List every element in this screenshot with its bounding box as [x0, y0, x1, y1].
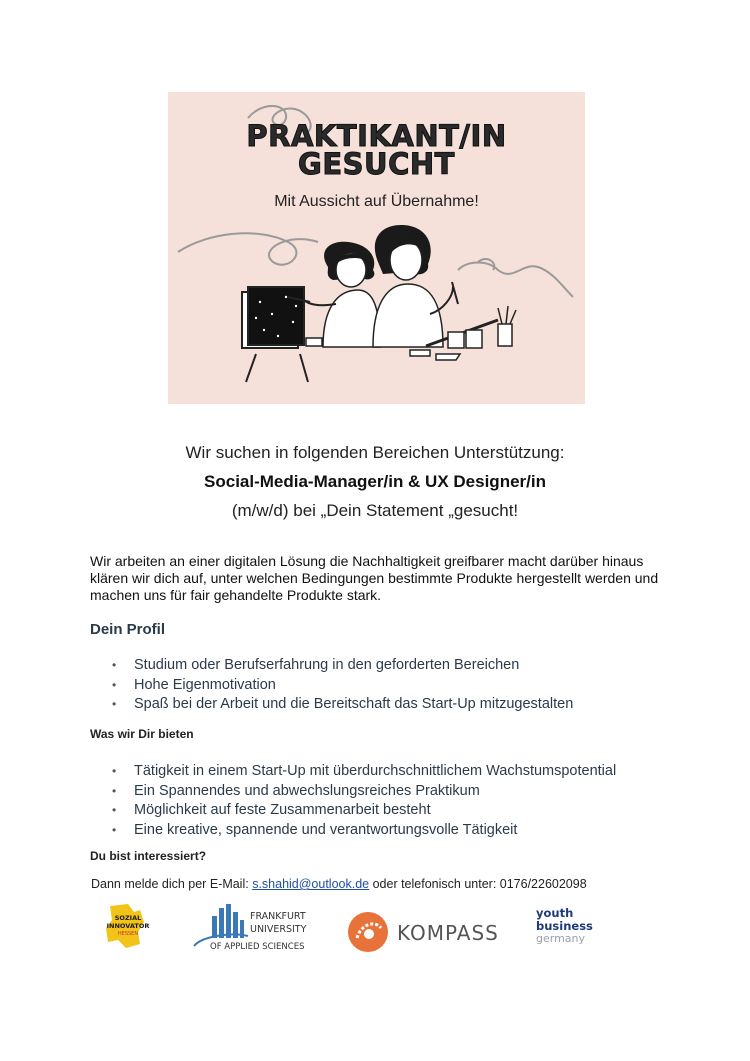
contact-prefix: Dann melde dich per E-Mail: [91, 877, 253, 891]
interested-title: Du bist interessiert? [90, 849, 207, 863]
bullet-icon: • [112, 697, 117, 711]
bullet-icon: • [112, 783, 117, 798]
list-item-text: Spaß bei der Arbeit und die Bereitschaft das Start-Up mitzugestalten [134, 696, 574, 712]
list-item [110, 656, 573, 676]
sozial-innovator-logo[interactable] [100, 902, 156, 950]
banner-title-line1: PRAKTIKANT/IN [246, 119, 507, 153]
list-item-text: Möglichkeit auf feste Zusammenarbeit besteht [134, 802, 431, 818]
hessen-text: HESSEN [117, 931, 139, 937]
university-text: UNIVERSITY [250, 924, 307, 935]
list-item [110, 762, 616, 782]
list-item-text: Tätigkeit in einem Start-Up mit überdurchschnittlichem Wachstumspotential [134, 763, 617, 779]
kompass-logo[interactable] [347, 910, 501, 954]
heading-line1: Wir suchen in folgenden Bereichen Unterstützung: [185, 443, 565, 462]
bullet-icon: • [112, 822, 117, 837]
frankfurt-uas-logo[interactable] [192, 902, 310, 952]
email-link[interactable]: s.shahid@outlook.de [252, 877, 370, 891]
list-item [110, 695, 573, 715]
banner-title-line2: GESUCHT [298, 147, 455, 181]
youth-business-germany-logo[interactable] [535, 904, 605, 946]
offer-title: Was wir Dir bieten [90, 727, 194, 741]
list-item [110, 676, 573, 696]
kompass-text: KOMPASS [397, 921, 499, 945]
bullet-icon: • [112, 658, 117, 672]
bullet-icon: • [112, 677, 117, 692]
list-item-text: Hohe Eigenmotivation [134, 676, 276, 693]
bullet-icon: • [112, 803, 117, 817]
applied-sciences-text: OF APPLIED SCIENCES [210, 942, 305, 952]
innovator-text: INNOVATOR [106, 922, 150, 930]
list-item-text: Studium oder Berufserfahrung in den geforderten Bereichen [134, 657, 520, 673]
list-item-text: Ein Spannendes und abwechslungsreiches Praktikum [134, 782, 480, 799]
frankfurt-text: FRANKFURT [250, 911, 306, 922]
youth-text: youth [536, 906, 574, 920]
hero-banner [168, 92, 585, 404]
intro-paragraph: Wir arbeiten an einer digitalen Lösung die Nachhaltigkeit greifbarer macht darüber hinaus klären wir dich auf, unter welchen Bedingungen bestimmte Produkte hergestellt werden und machen uns für fair gehandelte Produkte stark. [90, 553, 659, 603]
bullet-icon: • [112, 764, 117, 778]
contact-line [91, 877, 587, 891]
sozial-text: SOZIAL [114, 914, 142, 922]
heading-position: Social-Media-Manager/in & UX Designer/in [204, 472, 546, 491]
contact-suffix: oder telefonisch unter: 0176/22602098 [369, 877, 587, 891]
heading-line3: (m/w/d) bei „Dein Statement „gesucht! [231, 501, 519, 520]
list-item-text: Eine kreative, spannende und verantwortungsvolle Tätigkeit [134, 821, 518, 838]
profile-list [110, 656, 573, 715]
offer-list [110, 762, 616, 840]
profile-title: Dein Profil [90, 621, 166, 638]
list-item [110, 782, 616, 802]
business-text: business [536, 919, 593, 933]
list-item [110, 801, 616, 821]
germany-text: germany [536, 932, 586, 945]
list-item [110, 821, 616, 841]
banner-subtitle: Mit Aussicht auf Übernahme! [274, 193, 479, 210]
